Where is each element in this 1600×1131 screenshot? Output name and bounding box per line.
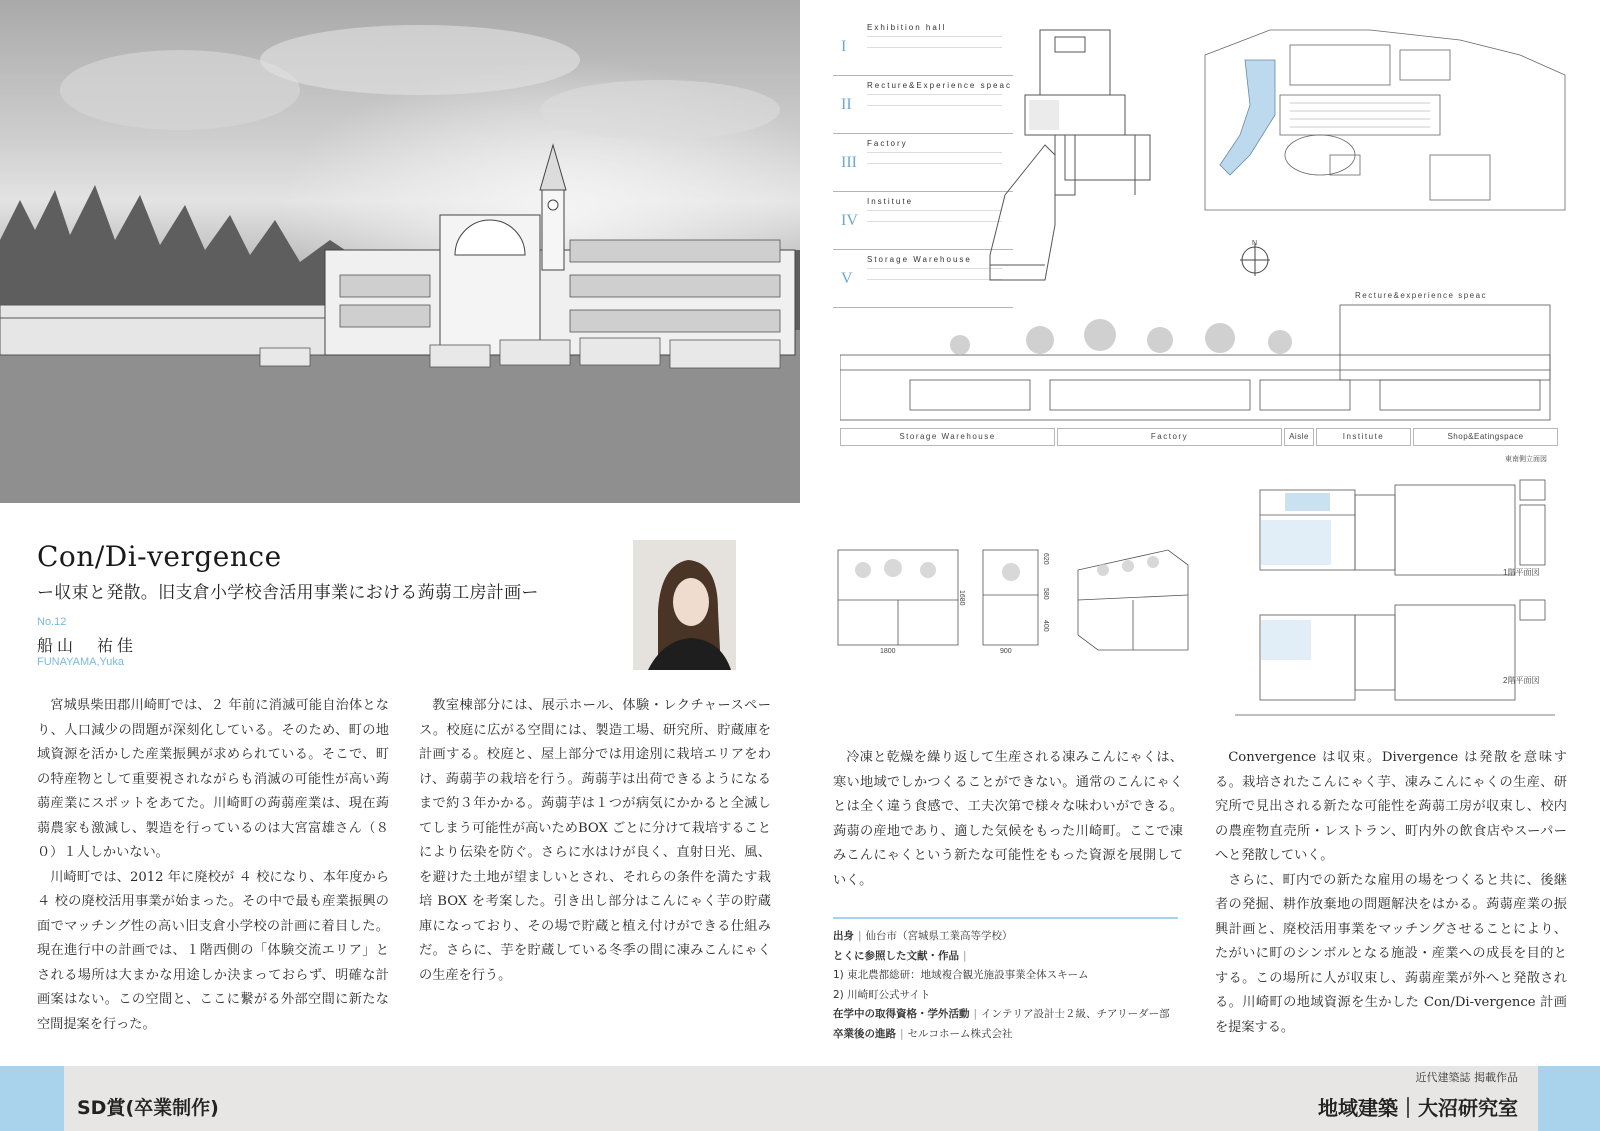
project-subtitle: ー収束と発散。旧支倉小学校舎活用事業における蒟蒻工房計画ー bbox=[37, 583, 539, 603]
first-floor-plan-label: 1階平面図 bbox=[1503, 568, 1540, 577]
author-portrait bbox=[633, 540, 736, 670]
project-title: Con/Di-vergence bbox=[37, 540, 282, 573]
author-name-en: FUNAYAMA,Yuka bbox=[37, 656, 125, 668]
award-label: SD賞(卒業制作) bbox=[77, 1097, 219, 1119]
paragraph: さらに、町内での新たな雇用の場をつくると共に、後継者の発掘、耕作放棄地の問題解決をはかる。蒟蒻産業の振興計画と、廃校活用事業をマッチングさせることにより、たがいに町のシンボルとなる施設・産業への成長を目的とする。この場所に人が収束し、蒟蒻産業が外へと発散される。川崎町の地域資源を生かした Con/Di-vergence 計画を提案する。 bbox=[1215, 872, 1567, 1035]
entry-number: No.12 bbox=[37, 616, 67, 628]
magazine-note: 近代建築誌 掲載作品 bbox=[1415, 1071, 1518, 1084]
profile-origin-label: 出身 bbox=[833, 930, 854, 942]
dim-box-height-2: 620 bbox=[1042, 553, 1049, 565]
dim-box-width-1: 1800 bbox=[880, 648, 896, 655]
program-label: Recture&Experience speac bbox=[867, 81, 1012, 90]
program-number: I bbox=[841, 38, 847, 55]
paragraph: 冷凍と乾燥を繰り返して生産される凍みこんにゃくは、寒い地域でしかつくることができない。通常のこんにゃくとは全く違う食感で、工夫次第で様々な味わいができる。蒟蒻の産地であり、適した気候をもった川崎町。ここで凍みこんにゃくという新たな可能性をもった資源を展開していく。 bbox=[833, 750, 1183, 888]
program-number: IV bbox=[841, 212, 858, 229]
program-number: V bbox=[841, 270, 853, 287]
author-name-ja: 船山 祐佳 bbox=[37, 636, 138, 655]
body-column-2 bbox=[419, 694, 771, 988]
profile-reference-item: 2) 川崎町公式サイト bbox=[833, 988, 931, 1001]
profile-career bbox=[833, 1025, 1178, 1045]
footer-right-accent bbox=[1538, 1066, 1600, 1131]
program-description-lines bbox=[867, 94, 1002, 106]
author-profile bbox=[833, 917, 1178, 1044]
profile-career-value: セルコホーム株式会社 bbox=[907, 1027, 1013, 1040]
profile-references-label: とくに参照した文献・作品 bbox=[833, 949, 959, 962]
elevation-label-institute: Institute bbox=[1316, 428, 1411, 446]
profile-career-label: 卒業後の進路 bbox=[833, 1027, 896, 1040]
profile-activities-label: 在学中の取得資格・学外活動 bbox=[833, 1008, 970, 1020]
paragraph: 宮城県柴田郡川崎町では、２ 年前に消滅可能自治体となり、人口減少の問題が深刻化している。そのため、町の地域資源を活かした産業振興が求められている。そこで、町の特産物として重要視されながらも消滅の可能性が高い蒟蒻産業にスポットをあてた。川崎町の蒟蒻産業は、現在蒟蒻農家も激減し、製造を行っているのは大宮富雄さん（８０）１人しかいない。 bbox=[37, 698, 389, 860]
dim-box-height-3: 580 bbox=[1042, 588, 1049, 600]
profile-reference-item: 1) 東北農都総研：地域複合観光施設事業全体スキーム bbox=[833, 969, 1089, 981]
program-description-lines bbox=[867, 268, 1002, 280]
lab-name: 地域建築｜大沼研究室 bbox=[1318, 1096, 1518, 1120]
elevation-label-shop: Shop&Eatingspace bbox=[1413, 428, 1558, 446]
elevation-label-storage: Storage Warehouse bbox=[840, 428, 1055, 446]
program-number: II bbox=[841, 96, 852, 113]
paragraph: 川崎町では、2012 年に廃校が ４ 校になり、本年度から ４ 校の廃校活用事業が始まった。その中で最も産業振興の面でマッチング性の高い旧支倉小学校の計画に着目した。現在進行中の計画では、１階西側の「体験交流エリア」とされる場所は大まかな用途しか決まっておらず、明確な計画案はない。この空間と、ここに繋がる外部空間に新たな空間提案を行った。 bbox=[37, 869, 389, 1032]
elevation-label-aisle: Aisle bbox=[1284, 428, 1314, 446]
program-label: Storage Warehouse bbox=[867, 255, 972, 264]
school-building-rendering bbox=[0, 0, 800, 503]
elevation-caption: 東南側立面図 bbox=[1505, 456, 1547, 463]
profile-references bbox=[833, 947, 1178, 967]
paragraph: Convergence は収束。Divergence は発散を意味する。栽培されたこんにゃく芋、凍みこんにゃくの生産、研究所で見出される新たな可能性を蒟蒻工房が収束し、校内の農産物直売所・レストラン、町内外の飲食店やスーパーへと発散していく。 bbox=[1215, 750, 1567, 863]
dim-box-height-1: 1680 bbox=[958, 590, 965, 606]
profile-activities bbox=[833, 1005, 1178, 1025]
planter-box-drawings bbox=[833, 540, 1193, 665]
program-label: Exhibition hall bbox=[867, 23, 947, 32]
floor-plans-drawing bbox=[1225, 475, 1570, 730]
portrait-image bbox=[633, 540, 736, 670]
dim-box-width-2: 900 bbox=[1000, 648, 1012, 655]
second-floor-plan-label: 2階平面図 bbox=[1503, 676, 1540, 685]
dim-box-height-4: 400 bbox=[1042, 620, 1049, 632]
elevation-top-label: Recture&experience speac bbox=[1355, 291, 1488, 300]
site-plan-drawing bbox=[1200, 25, 1570, 215]
body-column-1 bbox=[37, 694, 389, 1037]
elevation-label-factory: Factory bbox=[1057, 428, 1282, 446]
profile-activities-value: インテリア設計士２級、チアリーダー部 bbox=[981, 1008, 1170, 1020]
svg-text:N: N bbox=[1252, 240, 1258, 247]
body-column-3 bbox=[833, 746, 1183, 893]
body-column-4 bbox=[1215, 746, 1567, 1040]
profile-origin bbox=[833, 927, 1178, 947]
program-label: Institute bbox=[867, 197, 914, 206]
hero-rendering bbox=[0, 0, 800, 503]
program-description-lines bbox=[867, 36, 1002, 48]
paragraph: 教室棟部分には、展示ホール、体験・レクチャースペース。校庭に広がる空間には、製造工場、研究所、貯蔵庫を計画する。校庭と、屋上部分では用途別に栽培エリアをわけ、蒟蒻芋の栽培を行う。蒟蒻芋は出荷できるようになるまで約３年かかる。蒟蒻芋は１つが病気にかかると全滅してしまう可能性が高いためBOX ごとに分けて栽培することにより伝染を防ぐ。さらに水はけが良く、直射日光、風、を避けた土地が望ましいとされ、それらの条件を満たす栽培 BOX を考案した。引き出し部分はこんにゃく芋の貯蔵庫になっており、その場で貯蔵と植え付けができる仕組みだ。さらに、芋を貯蔵している冬季の間に凍みこんにゃくの生産を行う。 bbox=[419, 698, 771, 983]
program-description-lines bbox=[867, 210, 1002, 222]
program-label: Factory bbox=[867, 139, 908, 148]
separator: | bbox=[963, 949, 967, 962]
separator: | bbox=[900, 1027, 904, 1040]
profile-origin-value: 仙台市（宮城県工業高等学校） bbox=[865, 930, 1013, 942]
elevation-drawing bbox=[840, 300, 1560, 425]
program-number: III bbox=[841, 154, 857, 171]
partial-plan-drawing bbox=[985, 25, 1180, 305]
program-description-lines bbox=[867, 152, 1002, 164]
footer-left-accent bbox=[0, 1066, 64, 1131]
separator: | bbox=[858, 930, 862, 942]
north-arrow-icon bbox=[1235, 238, 1275, 278]
separator: | bbox=[973, 1008, 978, 1020]
